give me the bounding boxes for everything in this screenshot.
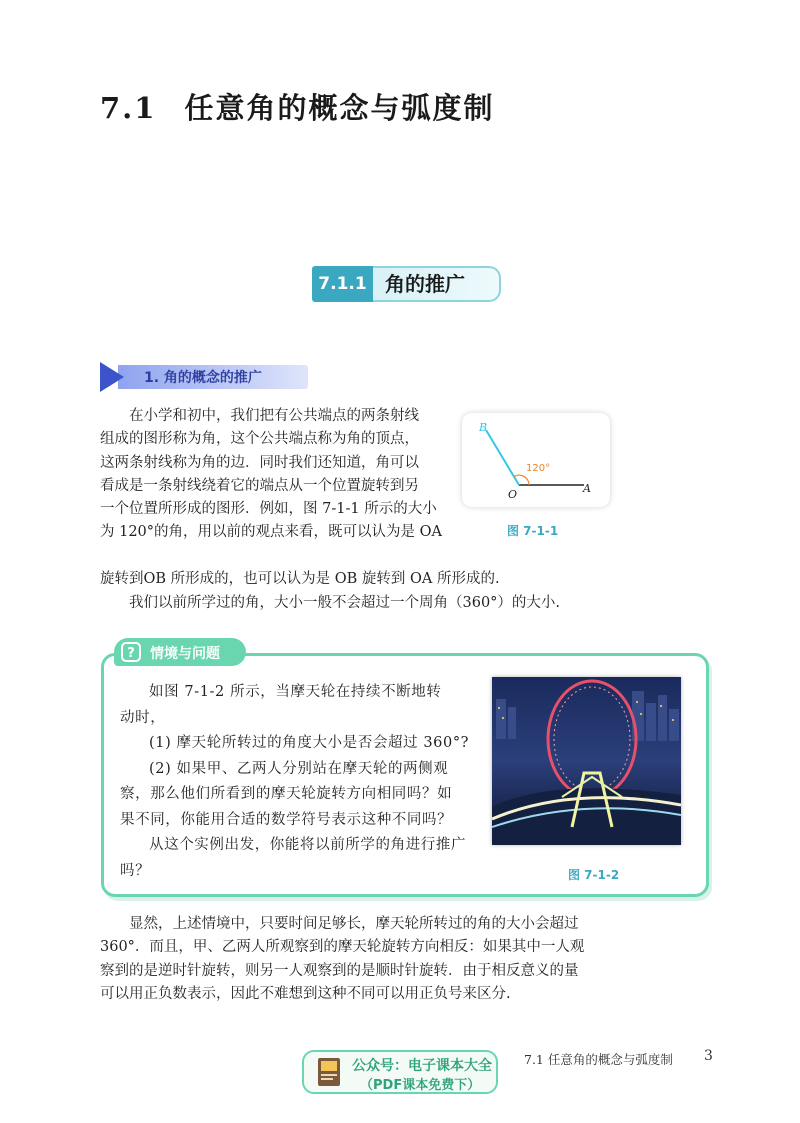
intro-paragraph (100, 405, 460, 545)
arrow-icon (100, 362, 124, 392)
figure-caption: 图 7-1-1 (507, 524, 559, 538)
angle-diagram (462, 413, 610, 507)
text-line: 360°．而且，甲、乙两人所观察到的摩天轮旋转方向相反：如果其中一人观 (100, 939, 585, 956)
closing-question: 从这个实例出发，你能将以前所学的角进行推广吗？ (120, 837, 467, 879)
question-2-line: 果不同，你能用合适的数学符号表示这种不同吗？ (120, 811, 453, 828)
label-a: A (583, 482, 591, 495)
scenario-text (120, 680, 482, 884)
scenario-tab (114, 638, 246, 666)
book-icon (316, 1056, 344, 1090)
text-line: 在小学和初中，我们把有公共端点的两条射线 (129, 408, 419, 424)
section-title: 角的推广 (373, 266, 501, 302)
intro-paragraph-tail: 旋转到OB 所形成的，也可以认为是 OB 旋转到 OA 所形成的. (100, 571, 500, 587)
ferris-wheel-photo (492, 677, 681, 845)
figure-7-1-1 (462, 413, 610, 507)
ray-ob (486, 430, 519, 485)
section-number: 7.1.1 (312, 266, 373, 302)
text-line: 看成是一条射线绕着它的端点从一个位置旋转到另 (100, 477, 419, 494)
angle-value-label: 120° (526, 463, 551, 474)
footer-logo (302, 1050, 498, 1094)
text-line: 显然，上述情境中，只要时间足够长，摩天轮所转过的角的大小会超过 (129, 916, 579, 932)
subsection-banner (100, 362, 310, 392)
chapter-title-text: 任意角的概念与弧度制 (184, 91, 495, 125)
footer-section-ref: 7.1 任意角的概念与弧度制 (524, 1052, 673, 1067)
page-number: 3 (704, 1048, 713, 1064)
label-b: B (479, 421, 488, 434)
subsection-label: 1. 角的概念的推广 (144, 370, 262, 386)
text-line: 组成的图形称为角，这个公共端点称为角的顶点， (100, 431, 419, 448)
question-2-line: 察，那么他们所看到的摩天轮旋转方向相同吗？如 (120, 786, 453, 802)
full-angle-paragraph: 我们以前所学过的角，大小一般不会超过一个周角（360°）的大小. (129, 595, 561, 611)
figure-caption: 图 7-1-2 (568, 868, 620, 882)
section-banner (312, 266, 502, 302)
text-line: 动时， (120, 709, 166, 726)
question-icon (120, 641, 142, 663)
text-line: 察到的是逆时针旋转，则另一人观察到的是顺时针旋转．由于相反意义的量 (100, 962, 579, 979)
question-1: (1) 摩天轮所转过的角度大小是否会超过 360°? (149, 735, 470, 751)
logo-line-2: （PDF课本免费下） (360, 1078, 481, 1093)
text-line: 如图 7-1-2 所示，当摩天轮在持续不断地转 (149, 684, 442, 700)
chapter-number: 7.1 (100, 91, 157, 125)
scenario-tab-label: 情境与问题 (150, 646, 220, 662)
conclusion-paragraph (100, 913, 612, 1006)
logo-line-1: 公众号：电子课本大全 (352, 1058, 492, 1074)
text-line: 可以用正负数表示，因此不难想到这种不同可以用正负号来区分. (100, 985, 511, 1002)
question-2-line: (2) 如果甲、乙两人分别站在摩天轮的两侧观 (149, 760, 449, 777)
text-line: 一个位置所形成的图形．例如，图 7-1-1 所示的大小 (100, 501, 437, 518)
text-line: 这两条射线称为角的边．同时我们还知道，角可以 (100, 454, 419, 471)
chapter-title (100, 86, 494, 127)
text-line: 为 120°的角，用以前的观点来看，既可以认为是 OA (100, 524, 443, 541)
svg-text:?: ? (127, 646, 135, 661)
label-o: O (508, 488, 518, 501)
